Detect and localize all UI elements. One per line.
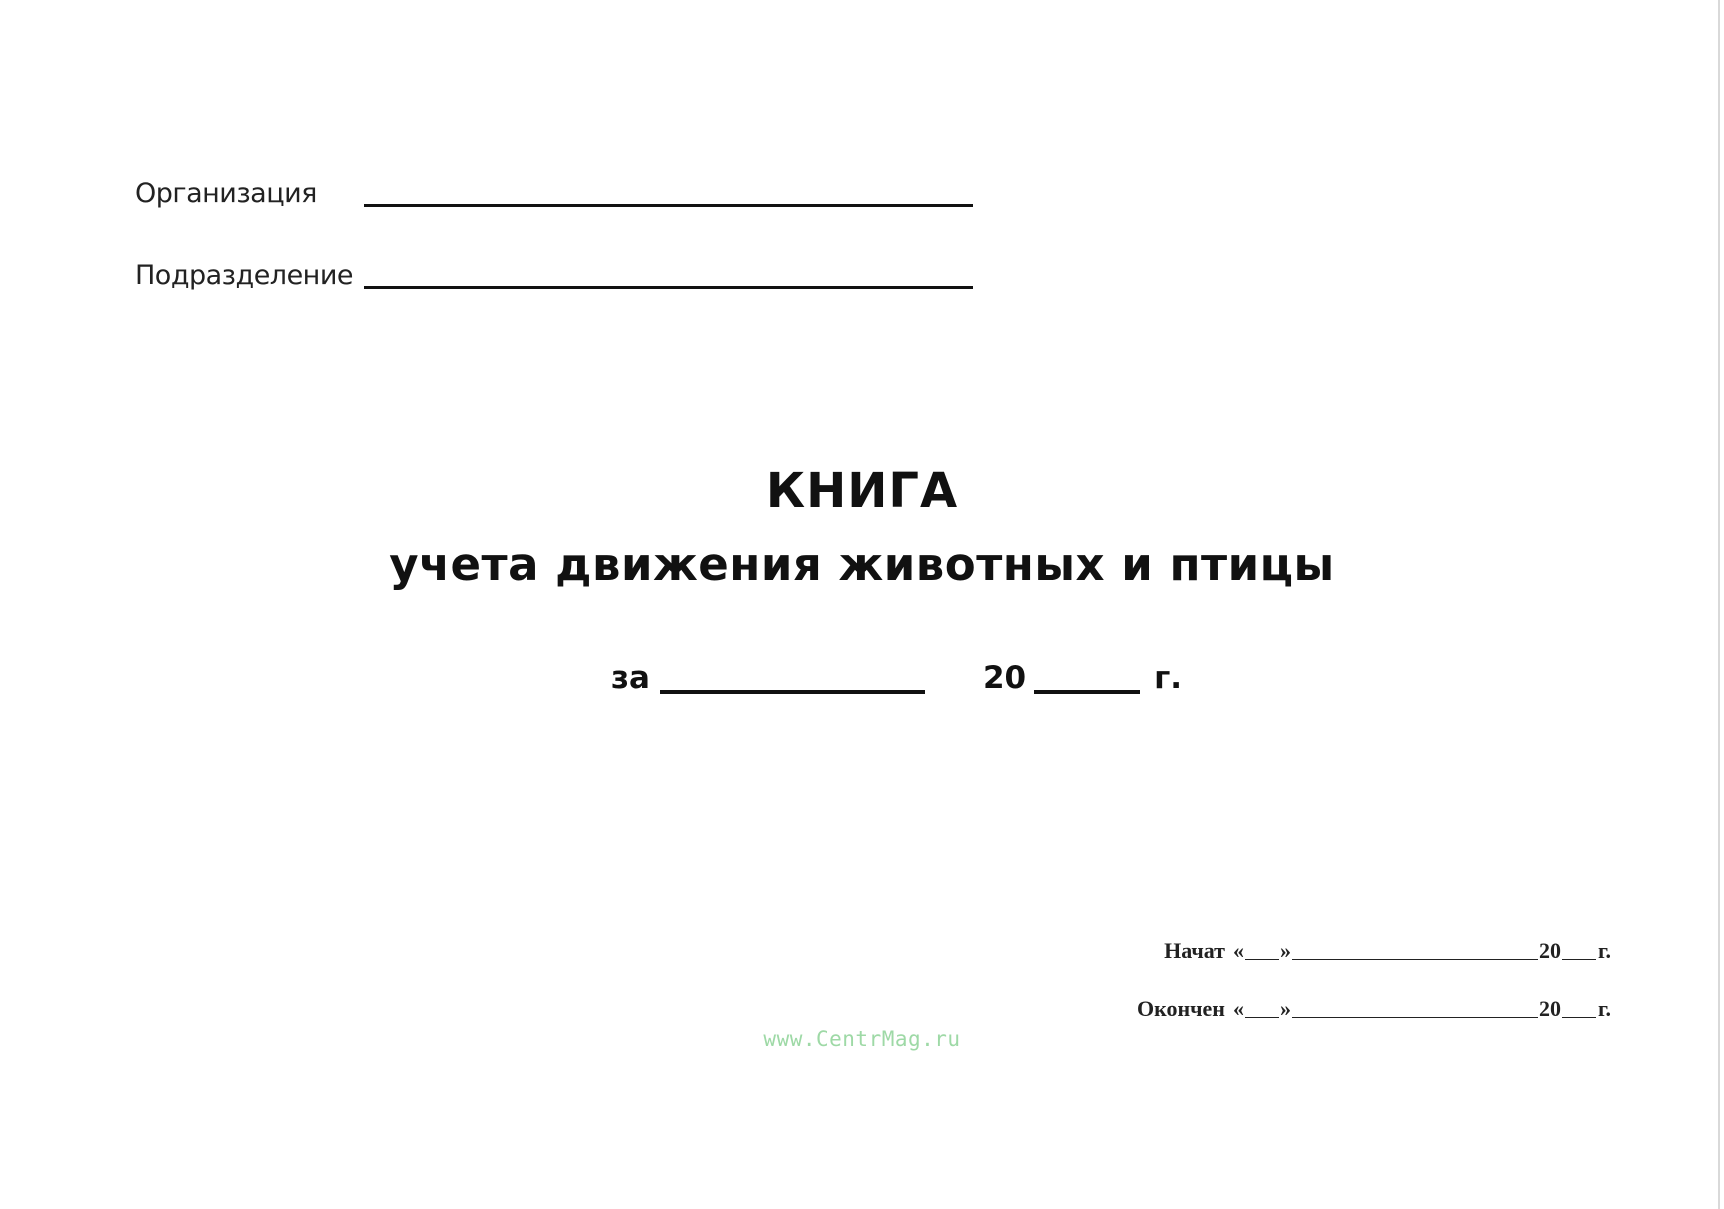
period-prefix: за [611,660,650,696]
period-line [611,660,1182,696]
end-close-quote: » [1279,996,1291,1021]
department-blank-line [364,286,973,289]
organization-label: Организация [135,178,317,209]
start-date-label: Начат [1164,938,1225,963]
end-month-blank [1292,1017,1538,1018]
start-date-line [1164,938,1611,964]
period-year-blank [1034,690,1140,694]
end-date-line [1137,996,1611,1022]
document-title: КНИГА [765,463,959,519]
start-open-quote: « [1232,938,1244,963]
department-label: Подразделение [135,260,353,291]
period-year-suffix: г. [1154,660,1183,696]
watermark: www.CentrMag.ru [763,1027,961,1051]
document-subtitle: учета движения животных и птицы [389,538,1335,591]
period-blank [660,690,925,694]
start-close-quote: » [1279,938,1291,963]
start-year-blank [1562,959,1596,960]
end-year-blank [1562,1017,1596,1018]
end-year-suffix: г. [1597,996,1611,1021]
start-year-prefix: 20 [1538,938,1561,963]
end-date-label: Окончен [1136,996,1225,1021]
end-open-quote: « [1232,996,1244,1021]
organization-field [135,178,973,209]
department-field [135,260,973,291]
start-year-suffix: г. [1597,938,1611,963]
end-year-prefix: 20 [1538,996,1561,1021]
organization-blank-line [364,204,973,207]
start-month-blank [1292,959,1538,960]
end-day-blank [1245,1017,1279,1018]
start-day-blank [1245,959,1279,960]
period-year-prefix: 20 [982,660,1027,696]
